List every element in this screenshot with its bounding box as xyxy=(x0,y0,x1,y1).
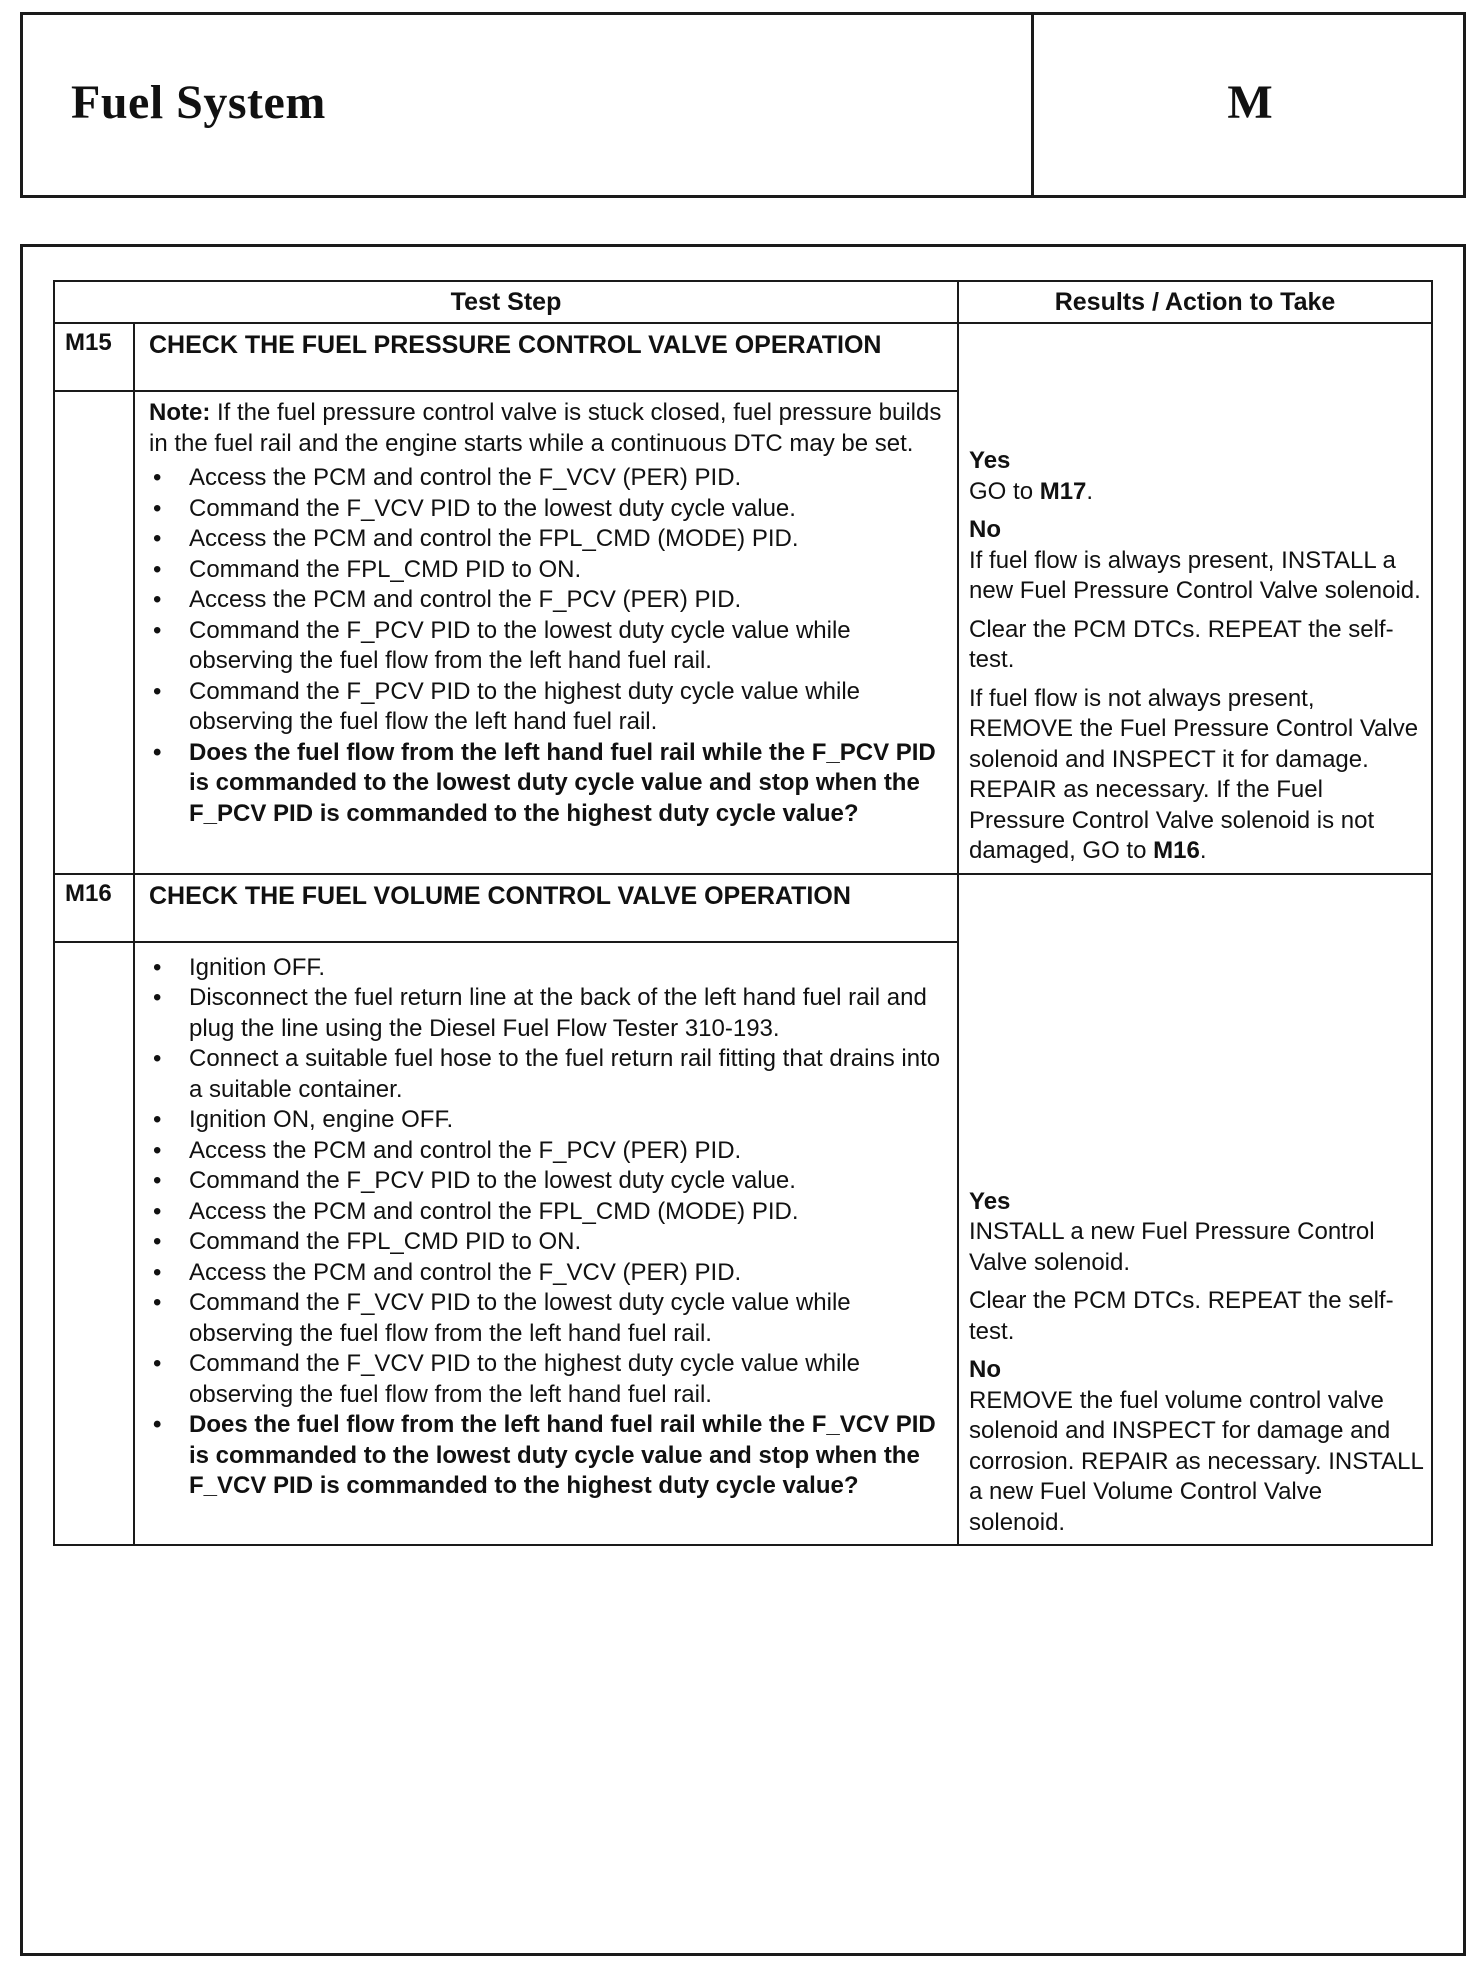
no-action-text: Clear the PCM DTCs. REPEAT the self-test. xyxy=(969,615,1394,673)
no-label: No xyxy=(969,516,1002,543)
list-item: • Access the PCM and control the F_PCV (PER) PID. xyxy=(149,585,943,616)
no-action-text: If fuel flow is always present, INSTALL a new Fuel Pressure Control Valve solenoid. xyxy=(969,546,1421,604)
table-row xyxy=(54,323,1432,391)
empty-id-cell xyxy=(54,942,134,1546)
step-title-m15: CHECK THE FUEL PRESSURE CONTROL VALVE OPERATION xyxy=(134,323,958,391)
empty-id-cell xyxy=(54,391,134,874)
yes-label: Yes xyxy=(969,1187,1011,1215)
list-item: • Ignition ON, engine OFF. xyxy=(149,1105,943,1136)
test-step-table xyxy=(53,280,1433,1546)
step-id-m16: M16 xyxy=(54,874,134,942)
step-list-m15 xyxy=(149,463,943,829)
yes-action-text: Clear the PCM DTCs. REPEAT the self-test. xyxy=(969,1287,1394,1345)
list-item: • Command the F_PCV PID to the lowest duty cycle value while observing the fuel flow from the left hand fuel rail. xyxy=(149,616,943,677)
column-header-test-step: Test Step xyxy=(54,281,958,323)
list-item: • Ignition OFF. xyxy=(149,953,943,984)
step-question: • Does the fuel flow from the left hand fuel rail while the F_VCV PID is commanded to the lowest duty cycle value and stop when the F_VCV PID is commanded to the highest duty cycle value? xyxy=(149,1410,943,1502)
step-body-m16 xyxy=(134,942,958,1546)
list-item: • Command the F_VCV PID to the highest duty cycle value while observing the fuel flow from the left hand fuel rail. xyxy=(149,1349,943,1410)
yes-action: GO to M17. xyxy=(969,477,1094,505)
yes-label: Yes xyxy=(969,447,1011,474)
list-item: • Command the FPL_CMD PID to ON. xyxy=(149,555,943,586)
list-item: • Command the F_VCV PID to the lowest duty cycle value while observing the fuel flow from the left hand fuel rail. xyxy=(149,1288,943,1349)
column-header-results: Results / Action to Take xyxy=(958,281,1432,323)
section-code: M xyxy=(1227,76,1273,129)
step-question: • Does the fuel flow from the left hand fuel rail while the F_PCV PID is commanded to the lowest duty cycle value and stop when the F_PCV PID is commanded to the highest duty cycle value? xyxy=(149,738,943,830)
step-title-m16: CHECK THE FUEL VOLUME CONTROL VALVE OPERATION xyxy=(134,874,958,942)
yes-action-text: INSTALL a new Fuel Pressure Control Valve solenoid. xyxy=(969,1218,1375,1276)
list-item: • Access the PCM and control the F_PCV (PER) PID. xyxy=(149,1136,943,1167)
step-ref: M17 xyxy=(1039,477,1087,505)
list-item: • Access the PCM and control the F_VCV (PER) PID. xyxy=(149,1258,943,1289)
result-cell-m15 xyxy=(958,323,1432,874)
list-item: • Command the FPL_CMD PID to ON. xyxy=(149,1227,943,1258)
result-cell-m16 xyxy=(958,874,1432,1546)
no-action-text: If fuel flow is not always present, REMOVE the Fuel Pressure Control Valve solenoid and INSPECT it for damage. REPAIR as necessary. If the Fuel Pressure Control Valve solenoid is not damaged, GO to M16. xyxy=(969,684,1419,864)
step-list-m16 xyxy=(149,953,943,1502)
note: Note: If the fuel pressure control valve is stuck closed, fuel pressure builds in the fuel rail and the engine starts while a continuous DTC may be set. xyxy=(149,399,942,457)
list-item: • Command the F_PCV PID to the lowest duty cycle value. xyxy=(149,1166,943,1197)
step-body-m15 xyxy=(134,391,958,874)
list-item: • Command the F_PCV PID to the highest duty cycle value while observing the fuel flow the left hand fuel rail. xyxy=(149,677,943,738)
list-item: • Access the PCM and control the FPL_CMD (MODE) PID. xyxy=(149,524,943,555)
step-id-m15: M15 xyxy=(54,323,134,391)
table-row xyxy=(54,874,1432,942)
list-item: • Command the F_VCV PID to the lowest duty cycle value. xyxy=(149,494,943,525)
page-header xyxy=(20,12,1466,198)
list-item: • Access the PCM and control the F_VCV (PER) PID. xyxy=(149,463,943,494)
no-action-text: REMOVE the fuel volume control valve solenoid and INSPECT for damage and corrosion. REPAIR as necessary. INSTALL a new Fuel Volume Control Valve solenoid. xyxy=(969,1386,1423,1536)
page-title: Fuel System xyxy=(71,76,326,129)
table-header-row xyxy=(54,281,1432,323)
list-item: • Access the PCM and control the FPL_CMD (MODE) PID. xyxy=(149,1197,943,1228)
list-item: • Disconnect the fuel return line at the back of the left hand fuel rail and plug the line using the Diesel Fuel Flow Tester 310-193. xyxy=(149,983,943,1044)
list-item: • Connect a suitable fuel hose to the fuel return rail fitting that drains into a suitable container. xyxy=(149,1044,943,1105)
no-label: No xyxy=(969,1356,1002,1383)
step-ref: M16 xyxy=(1153,837,1200,864)
